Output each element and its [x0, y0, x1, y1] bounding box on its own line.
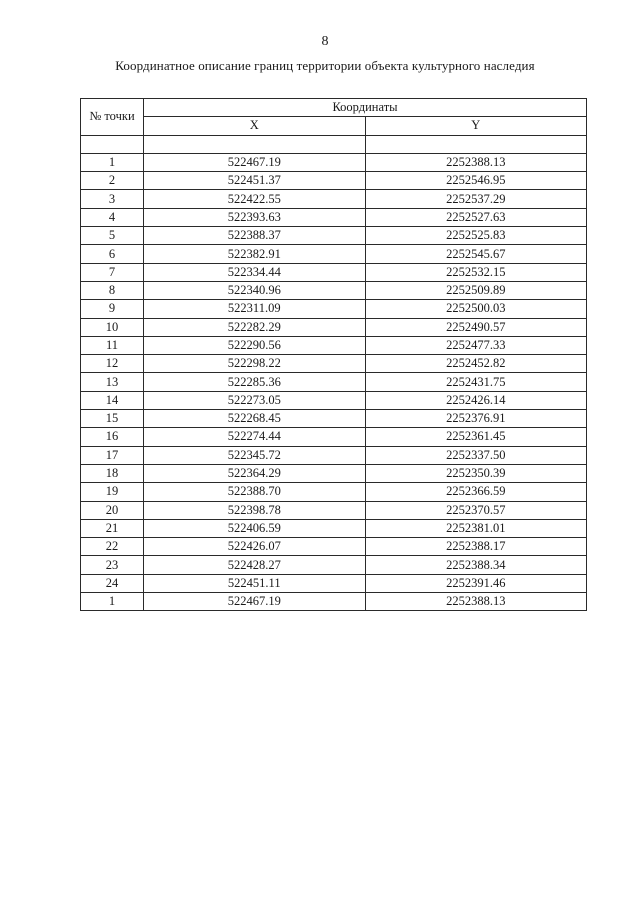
- coordinates-table: [80, 98, 587, 611]
- y-coordinate-cell: 2252532.15: [365, 263, 587, 281]
- spacer-cell: [365, 135, 587, 153]
- table-row: [81, 355, 587, 373]
- point-cell: 1: [81, 593, 144, 611]
- table-row: [81, 172, 587, 190]
- x-coordinate-cell: 522273.05: [144, 391, 366, 409]
- point-cell: 15: [81, 410, 144, 428]
- table-row: [81, 227, 587, 245]
- point-cell: 16: [81, 428, 144, 446]
- x-coordinate-cell: 522364.29: [144, 464, 366, 482]
- point-cell: 4: [81, 208, 144, 226]
- spacer-cell: [144, 135, 366, 153]
- table-row: [81, 208, 587, 226]
- point-cell: 22: [81, 538, 144, 556]
- point-cell: 11: [81, 336, 144, 354]
- x-coordinate-cell: 522388.70: [144, 483, 366, 501]
- table-row: [81, 574, 587, 592]
- x-coordinate-cell: 522298.22: [144, 355, 366, 373]
- table-row: [81, 519, 587, 537]
- point-cell: 7: [81, 263, 144, 281]
- x-coordinate-cell: 522451.11: [144, 574, 366, 592]
- document-title: Координатное описание границ территории объекта культурного наследия: [115, 58, 535, 73]
- table-row: [81, 410, 587, 428]
- x-coordinate-cell: 522340.96: [144, 281, 366, 299]
- point-cell: 12: [81, 355, 144, 373]
- table-row: [81, 300, 587, 318]
- point-cell: 3: [81, 190, 144, 208]
- y-coordinate-cell: 2252426.14: [365, 391, 587, 409]
- x-coordinate-cell: 522426.07: [144, 538, 366, 556]
- y-coordinate-cell: 2252381.01: [365, 519, 587, 537]
- x-coordinate-cell: 522467.19: [144, 593, 366, 611]
- table-row: [81, 281, 587, 299]
- y-coordinate-cell: 2252366.59: [365, 483, 587, 501]
- x-coordinate-cell: 522398.78: [144, 501, 366, 519]
- y-coordinate-cell: 2252527.63: [365, 208, 587, 226]
- y-coordinate-cell: 2252431.75: [365, 373, 587, 391]
- point-cell: 19: [81, 483, 144, 501]
- y-coordinate-cell: 2252388.13: [365, 593, 587, 611]
- x-coordinate-cell: 522274.44: [144, 428, 366, 446]
- table-row: [81, 391, 587, 409]
- table-row: [81, 263, 587, 281]
- point-cell: 9: [81, 300, 144, 318]
- point-cell: 14: [81, 391, 144, 409]
- table-row: [81, 428, 587, 446]
- table-row: [81, 190, 587, 208]
- x-coordinate-cell: 522290.56: [144, 336, 366, 354]
- table-row: [81, 464, 587, 482]
- x-coordinate-cell: 522311.09: [144, 300, 366, 318]
- y-coordinate-cell: 2252388.17: [365, 538, 587, 556]
- x-column-header: X: [144, 117, 366, 135]
- y-coordinate-cell: 2252388.34: [365, 556, 587, 574]
- y-coordinate-cell: 2252350.39: [365, 464, 587, 482]
- page-number: 8: [321, 34, 329, 49]
- x-coordinate-cell: 522428.27: [144, 556, 366, 574]
- table-row: [81, 593, 587, 611]
- x-coordinate-cell: 522406.59: [144, 519, 366, 537]
- x-coordinate-cell: 522334.44: [144, 263, 366, 281]
- table-row: [81, 245, 587, 263]
- y-coordinate-cell: 2252337.50: [365, 446, 587, 464]
- table-row: [81, 318, 587, 336]
- point-cell: 2: [81, 172, 144, 190]
- table-row: [81, 538, 587, 556]
- table-row: [81, 153, 587, 171]
- x-coordinate-cell: 522451.37: [144, 172, 366, 190]
- x-coordinate-cell: 522268.45: [144, 410, 366, 428]
- x-coordinate-cell: 522345.72: [144, 446, 366, 464]
- y-column-header: Y: [365, 117, 587, 135]
- y-coordinate-cell: 2252376.91: [365, 410, 587, 428]
- point-cell: 8: [81, 281, 144, 299]
- y-coordinate-cell: 2252477.33: [365, 336, 587, 354]
- point-cell: 20: [81, 501, 144, 519]
- table-row: [81, 556, 587, 574]
- y-coordinate-cell: 2252545.67: [365, 245, 587, 263]
- y-coordinate-cell: 2252391.46: [365, 574, 587, 592]
- y-coordinate-cell: 2252490.57: [365, 318, 587, 336]
- point-cell: 10: [81, 318, 144, 336]
- point-cell: 17: [81, 446, 144, 464]
- y-coordinate-cell: 2252525.83: [365, 227, 587, 245]
- x-coordinate-cell: 522388.37: [144, 227, 366, 245]
- y-coordinate-cell: 2252452.82: [365, 355, 587, 373]
- y-coordinate-cell: 2252500.03: [365, 300, 587, 318]
- point-cell: 6: [81, 245, 144, 263]
- x-coordinate-cell: 522382.91: [144, 245, 366, 263]
- point-cell: 18: [81, 464, 144, 482]
- table-body: [81, 153, 587, 610]
- y-coordinate-cell: 2252388.13: [365, 153, 587, 171]
- y-coordinate-cell: 2252361.45: [365, 428, 587, 446]
- x-coordinate-cell: 522282.29: [144, 318, 366, 336]
- point-number-header: № точки: [81, 99, 144, 136]
- table-row: [81, 446, 587, 464]
- x-coordinate-cell: 522422.55: [144, 190, 366, 208]
- table-row: [81, 483, 587, 501]
- spacer-cell: [81, 135, 144, 153]
- y-coordinate-cell: 2252370.57: [365, 501, 587, 519]
- point-cell: 1: [81, 153, 144, 171]
- y-coordinate-cell: 2252537.29: [365, 190, 587, 208]
- table-row: [81, 501, 587, 519]
- table-row: [81, 373, 587, 391]
- point-cell: 5: [81, 227, 144, 245]
- point-cell: 21: [81, 519, 144, 537]
- header-spacer-row: [81, 135, 587, 153]
- table-row: [81, 336, 587, 354]
- x-coordinate-cell: 522393.63: [144, 208, 366, 226]
- point-cell: 13: [81, 373, 144, 391]
- y-coordinate-cell: 2252546.95: [365, 172, 587, 190]
- x-coordinate-cell: 522467.19: [144, 153, 366, 171]
- point-cell: 24: [81, 574, 144, 592]
- coordinates-header: Координаты: [144, 99, 587, 117]
- point-cell: 23: [81, 556, 144, 574]
- x-coordinate-cell: 522285.36: [144, 373, 366, 391]
- y-coordinate-cell: 2252509.89: [365, 281, 587, 299]
